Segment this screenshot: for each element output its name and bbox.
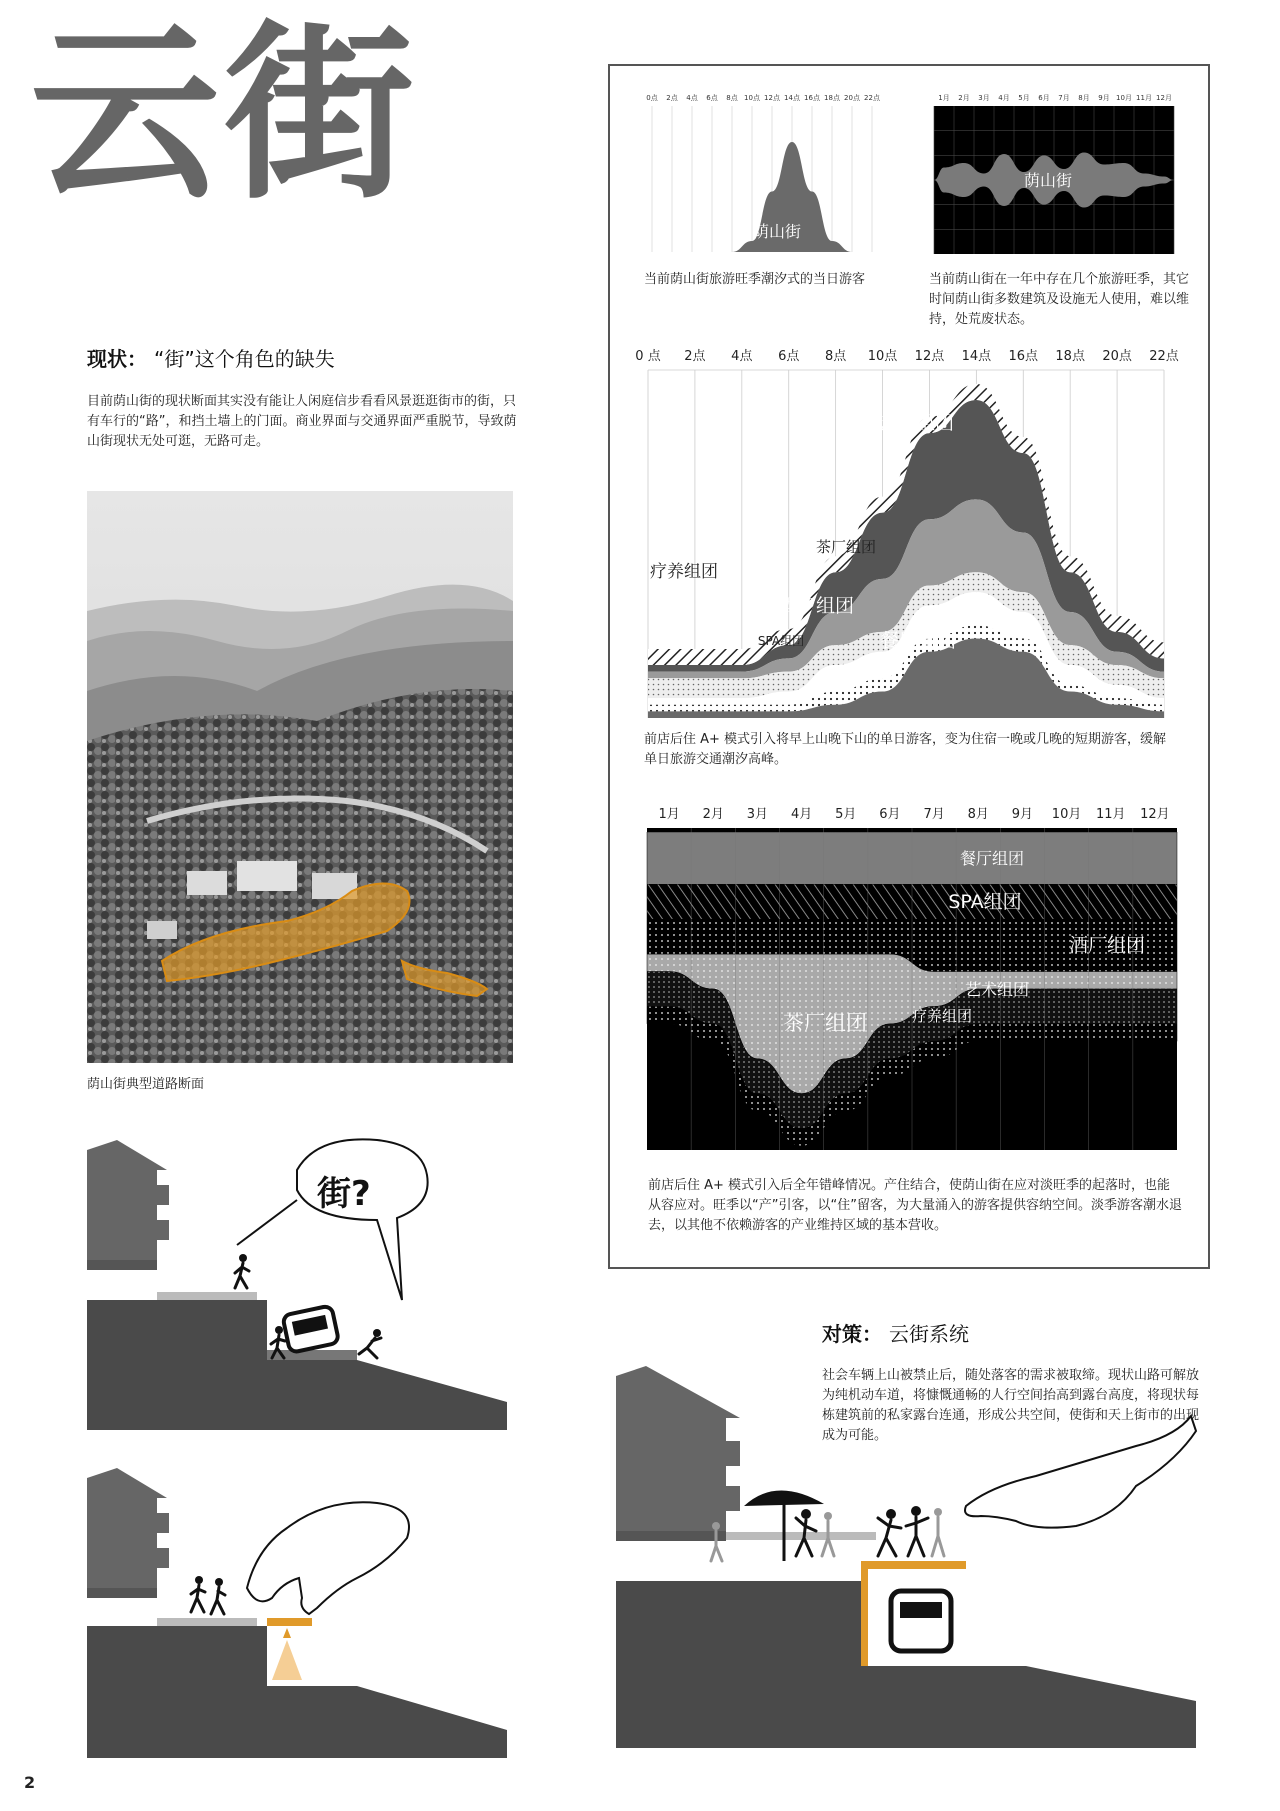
chart3-series-label: SPA组团: [757, 634, 805, 648]
chart1-tick: 16点: [804, 94, 820, 102]
chart4-series-label: 酒厂组团: [1068, 934, 1146, 957]
chart1-tick: 10点: [744, 94, 760, 102]
strategy-heading: [822, 1318, 969, 1347]
street-platform: [726, 1532, 876, 1540]
chart2-series-label: 荫山街: [1023, 171, 1073, 190]
chart3-tick: 22点: [1149, 349, 1179, 364]
chart4-tick: 1月: [658, 807, 680, 822]
chart3-tick: 16点: [1008, 349, 1039, 364]
chart1-tick: 6点: [706, 94, 718, 102]
chart4-tick: 12月: [1140, 807, 1170, 822]
chart2-tick: 2月: [958, 94, 970, 102]
status-heading-text: “街”这个角色的缺失: [153, 347, 335, 371]
strategy-heading-label: 对策：: [822, 1322, 882, 1346]
chart3-series-label: 酒厂组团: [777, 595, 855, 617]
section-diagram-cloudstreet: [616, 1366, 1196, 1748]
chart3-tick: 2点: [684, 349, 706, 364]
chart4-tick: 9月: [1011, 807, 1034, 822]
chart-daily-current: [646, 90, 880, 255]
section-diagram-current: [87, 1140, 507, 1430]
chart1-tick: 20点: [844, 94, 860, 102]
chart3-tick: 8点: [824, 349, 847, 364]
chart2-tick: 9月: [1098, 94, 1110, 102]
chart4-series-label: SPA组团: [948, 890, 1022, 913]
chart3-tick: 12点: [914, 349, 945, 364]
section-diagram-lift: [87, 1468, 507, 1758]
chart1-tick: 4点: [686, 94, 698, 102]
status-paragraph: 目前荫山街的现状断面其实没有能让人闲庭信步看看风景逛逛街市的街，只有车行的“路”，和挡土墙上的门面。商业界面与交通界面严重脱节，导致荫山街现状无处可逛，无路可走。: [87, 394, 517, 449]
chart3-tick: 20点: [1102, 349, 1132, 364]
strategy-heading-text: 云街系统: [888, 1322, 969, 1346]
chart2-caption: 当前荫山街在一年中存在几个旅游旺季，其它时间荫山街多数建筑及设施无人使用，难以维持，处荒废状态。: [929, 272, 1190, 327]
chart4-tick: 10月: [1051, 807, 1082, 822]
chart3-series-label: 茶厂组团: [815, 538, 877, 556]
chart1-tick: 12点: [764, 94, 780, 102]
chart2-tick: 5月: [1018, 94, 1030, 102]
lifted-deck: [267, 1618, 312, 1626]
speech-bubble-text: 街?: [317, 1174, 371, 1214]
chart1-tick: 8点: [726, 94, 738, 102]
chart2-tick: 6月: [1038, 94, 1050, 102]
chart1-tick: 2点: [666, 94, 678, 102]
chart4-tick: 7月: [923, 807, 945, 822]
status-heading: [87, 343, 335, 372]
chart4-caption: 前店后住 A+ 模式引入后全年错峰情况。产住结合，使荫山街在应对淡旺季的起落时，也能从容应对。旺季以“产”引客，以“住”留客，为大量涌入的游客提供容纳空间。淡季游客潮水退去，以其他不依赖游客的产业维持区域的基本营收。: [648, 1178, 1182, 1233]
chart2-tick: 4月: [998, 94, 1010, 102]
chart4-series-label: 艺术组团: [964, 980, 1030, 999]
status-heading-label: 现状：: [87, 347, 147, 371]
chart2-tick: 7月: [1058, 94, 1070, 102]
chart4-tick: 11月: [1095, 807, 1126, 822]
chart2-tick: 8月: [1078, 94, 1090, 102]
chart3-series-label: 疗养组团: [650, 562, 718, 582]
chart4-tick: 2月: [702, 807, 724, 822]
chart3-tick: 0 点: [635, 349, 661, 364]
chart4-tick: 5月: [835, 807, 857, 822]
chart1-tick: 14点: [784, 94, 800, 102]
chart4-tick: 3月: [746, 807, 769, 822]
chart1-tick: 0点: [646, 94, 658, 102]
chart4-tick: 4月: [790, 807, 813, 822]
page-number: 2: [24, 1773, 36, 1792]
chart1-caption: 当前荫山街旅游旺季潮汐式的当日游客: [644, 272, 866, 287]
chart1-tick: 18点: [824, 94, 840, 102]
chart3-series-label: 艺术组团: [877, 412, 955, 434]
page-title: 云街: [30, 4, 419, 225]
chart1-series-label: 荫山街: [752, 222, 802, 241]
chart1-tick: 22点: [864, 94, 880, 102]
chart3-tick: 18点: [1055, 349, 1085, 364]
strategy-paragraph: 社会车辆上山被禁止后，随处落客的需求被取缔。现状山路可解放为纯机动车道，将慷慨通畅的人行空间抬高到露台高度，将现状每栋建筑前的私家露台连通，形成公共空间，使街和天上街市的出现成为可能。: [822, 1368, 1200, 1443]
chart3-caption: 前店后住 A+ 模式引入将早上山晚下山的单日游客，变为住宿一晚或几晚的短期游客，缓解单日旅游交通潮汐高峰。: [644, 732, 1167, 767]
chart4-tick: 6月: [879, 807, 901, 822]
chart2-tick: 10月: [1116, 94, 1132, 102]
chart-yearly-aplus: [647, 800, 1177, 1150]
chart-yearly-current: [934, 90, 1174, 255]
chart2-tick: 3月: [978, 94, 990, 102]
chart3-series-label: 餐厅组团: [879, 630, 957, 652]
chart2-tick: 1月: [938, 94, 950, 102]
chart4-tick: 8月: [967, 807, 989, 822]
chart2-tick: 11月: [1136, 94, 1152, 102]
chart-daily-aplus: [635, 342, 1179, 722]
chart2-tick: 12月: [1156, 94, 1172, 102]
chart4-series-label: 疗养组团: [911, 1007, 973, 1026]
chart3-tick: 14点: [961, 349, 992, 364]
aerial-photo: [87, 491, 513, 1063]
chart4-series-label: 餐厅组团: [959, 849, 1025, 869]
photo-caption: 荫山街典型道路断面: [87, 1077, 205, 1092]
chart3-tick: 4点: [731, 349, 753, 364]
chart3-tick: 10点: [867, 349, 898, 364]
chart3-tick: 6点: [778, 349, 800, 364]
chart4-series-label: 茶厂组团: [783, 1010, 867, 1035]
